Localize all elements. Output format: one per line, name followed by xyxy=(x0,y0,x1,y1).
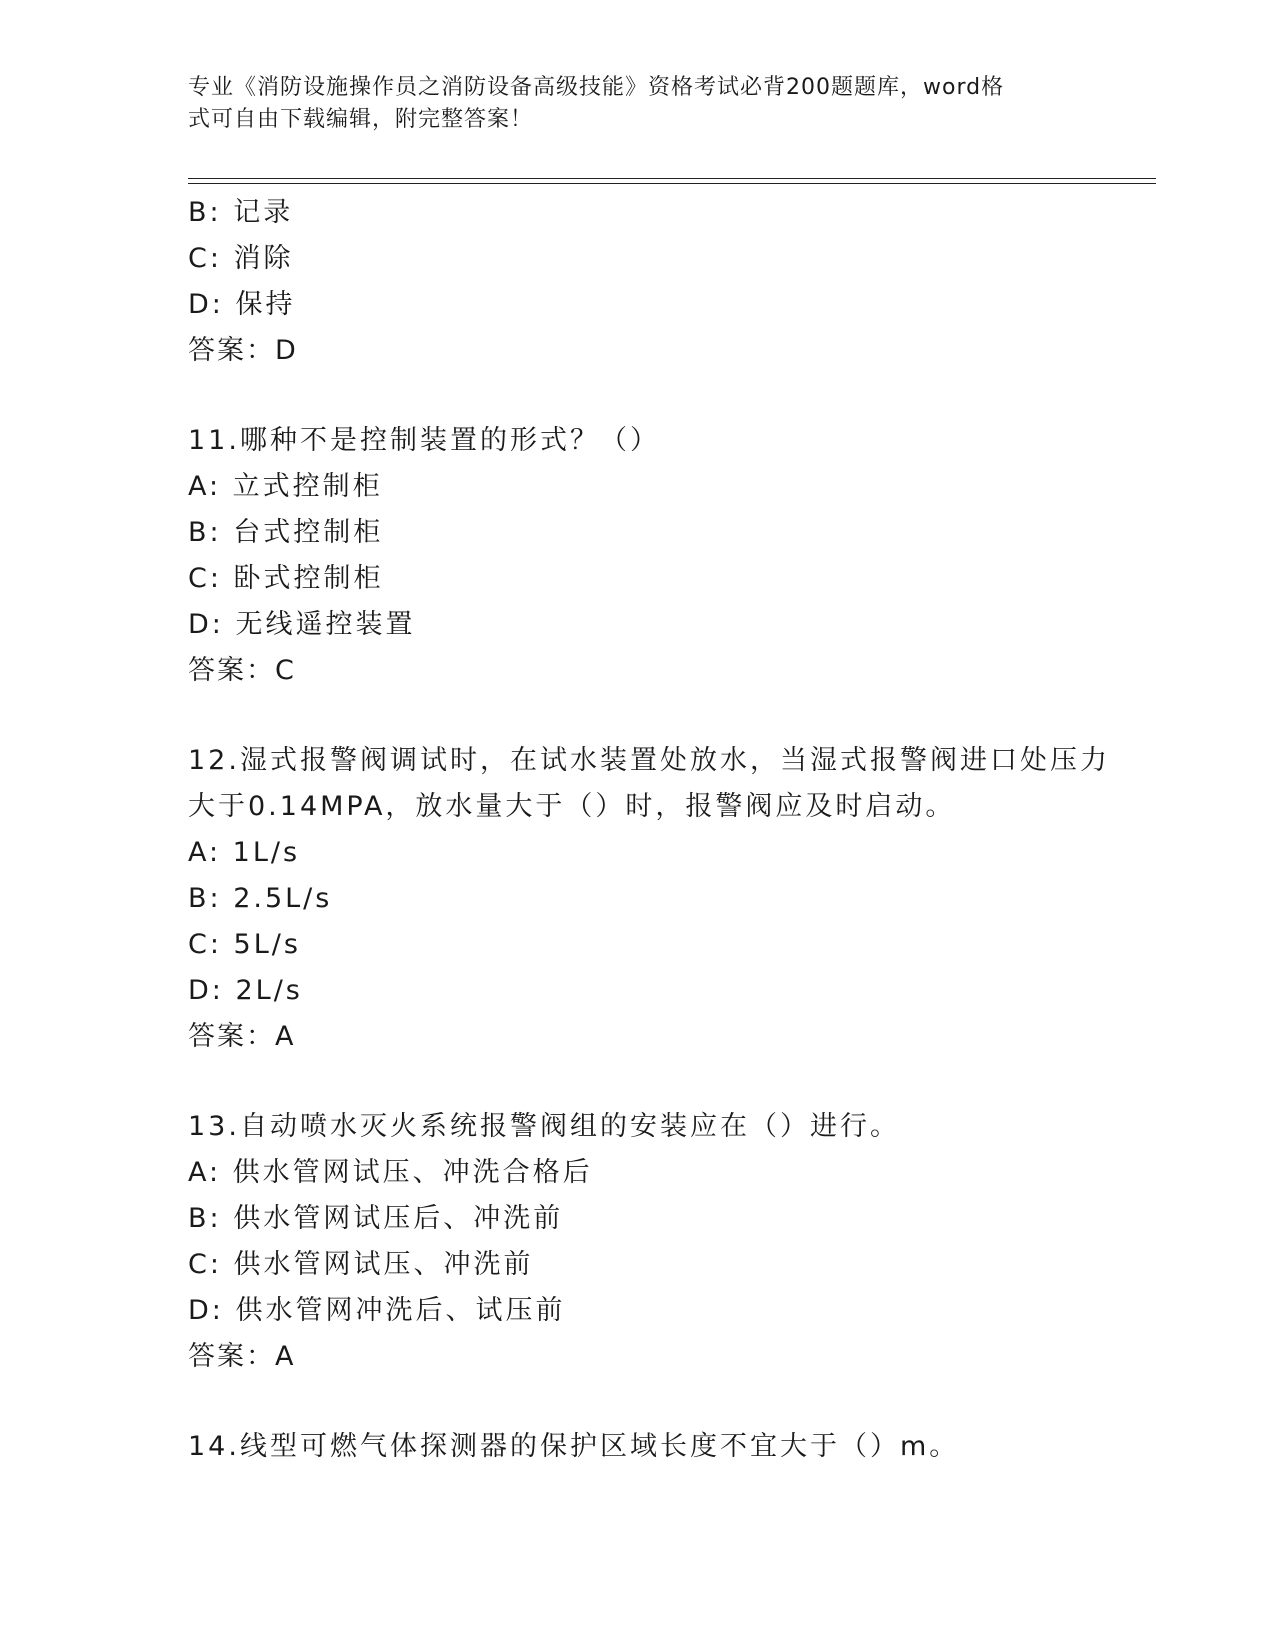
option-b: B: 记录 xyxy=(188,197,294,228)
question-11 xyxy=(188,418,1088,694)
option-d: D: 无线遥控装置 xyxy=(188,609,416,640)
header-divider-bottom xyxy=(188,183,1156,184)
question-13 xyxy=(188,1104,1088,1380)
answer: 答案：D xyxy=(188,335,298,366)
option-b: B: 2.5L/s xyxy=(188,883,333,914)
option-a: A: 1L/s xyxy=(188,837,301,868)
prev-question xyxy=(188,190,1088,374)
option-c: C: 5L/s xyxy=(188,929,301,960)
option-d: D: 2L/s xyxy=(188,975,303,1006)
question-list xyxy=(188,190,1110,1470)
question-text: 11.哪种不是控制装置的形式？（） xyxy=(188,425,660,456)
question-text: 14.线型可燃气体探测器的保护区域长度不宜大于（）m。 xyxy=(188,1431,960,1462)
question-12 xyxy=(188,738,1110,1060)
document-header xyxy=(188,72,1088,136)
question-text: 13.自动喷水灭火系统报警阀组的安装应在（）进行。 xyxy=(188,1111,900,1142)
answer: 答案：A xyxy=(188,1021,296,1052)
option-c: C: 消除 xyxy=(188,243,294,274)
option-c: C: 供水管网试压、冲洗前 xyxy=(188,1249,534,1280)
option-b: B: 供水管网试压后、冲洗前 xyxy=(188,1203,564,1234)
option-c: C: 卧式控制柜 xyxy=(188,563,384,594)
option-d: D: 供水管网冲洗后、试压前 xyxy=(188,1295,566,1326)
question-14 xyxy=(188,1424,1088,1470)
option-a: A: 立式控制柜 xyxy=(188,471,383,502)
answer: 答案：C xyxy=(188,655,296,686)
header-line-2: 式可自由下载编辑，附完整答案！ xyxy=(188,107,534,132)
option-d: D: 保持 xyxy=(188,289,296,320)
option-b: B: 台式控制柜 xyxy=(188,517,384,548)
header-line-1: 专业《消防设施操作员之消防设备高级技能》资格考试必背200题题库，word格 xyxy=(188,75,1005,100)
question-text-line-1: 12.湿式报警阀调试时，在试水装置处放水，当湿式报警阀进口处压力 xyxy=(188,745,1110,776)
answer: 答案：A xyxy=(188,1341,296,1372)
header-divider-top xyxy=(188,178,1156,179)
question-text-line-2: 大于0.14MPA，放水量大于（）时，报警阀应及时启动。 xyxy=(188,791,956,822)
option-a: A: 供水管网试压、冲洗合格后 xyxy=(188,1157,593,1188)
